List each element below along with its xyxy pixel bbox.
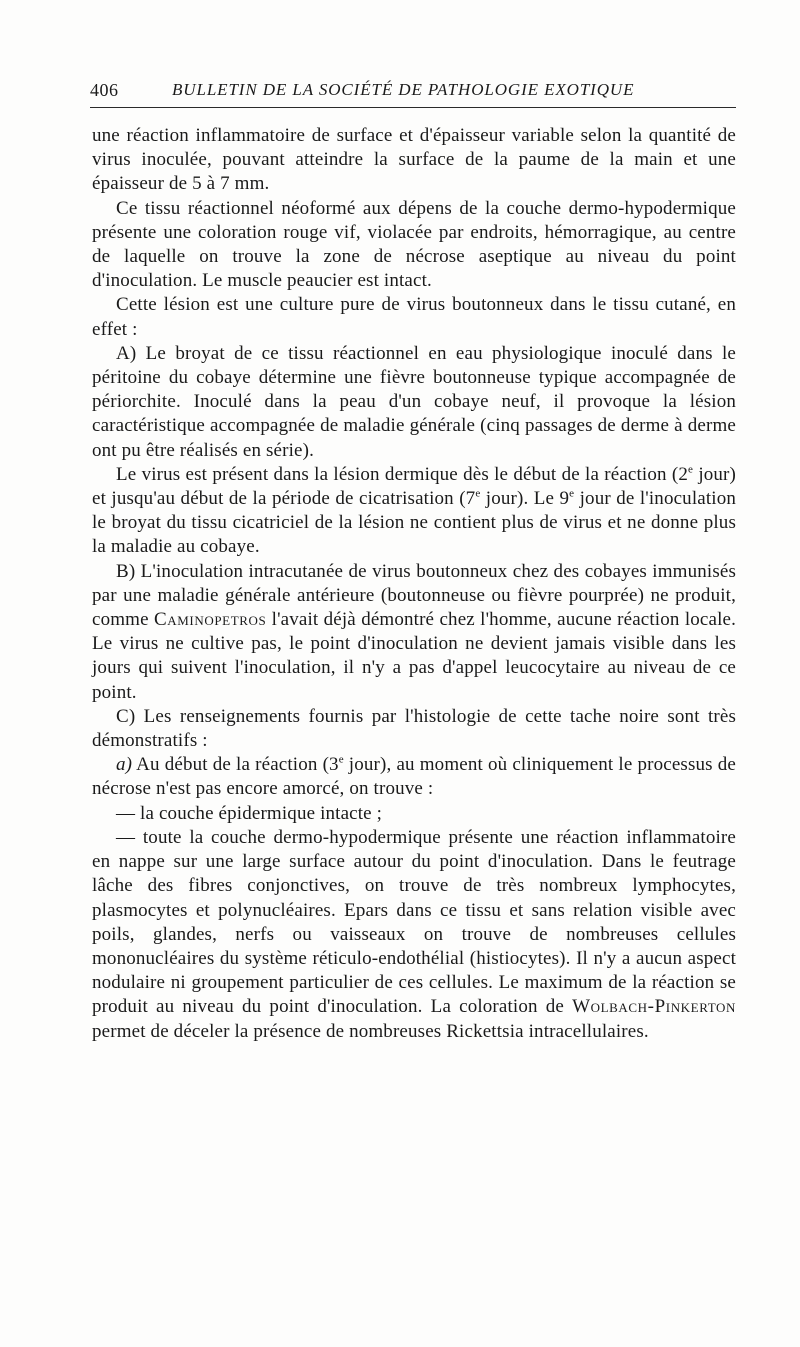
header-rule	[90, 107, 736, 108]
paragraph-dash-epidermis: — la couche épidermique intacte ;	[116, 802, 383, 824]
paragraph-tissue-description: Ce tissu réactionnel néoformé aux dépens de la couche dermo-hypodermique présente une coloration rouge vif, violacée par endroits, hémorragique, au centre de laquelle on trouve la zone de nécrose aseptique au niveau du point d'inoculation. Le muscle peaucier est intact.	[92, 197, 736, 292]
paragraph-sub-a: a) Au début de la réaction (3e jour), au moment où cliniquement le processus de nécrose n'est pas encore amorcé, on trouve :	[92, 753, 736, 800]
page-header	[90, 80, 738, 104]
author-name-wolbach-pinkerton: Wolbach-Pinkerton	[572, 996, 736, 1018]
paragraph-virus-presence: Le virus est présent dans la lésion dermique dès le début de la réaction (2e jour) et jusqu'au début de la période de cicatrisation (7e jour). Le 9e jour de l'inoculation le broyat du tissu cicatriciel de la lésion ne contient plus de virus et ne donne plus la maladie au cobaye.	[92, 463, 736, 558]
paragraph-point-b: B) L'inoculation intracutanée de virus boutonneux chez des cobayes immunisés par une maladie générale antérieure (boutonneuse ou fièvre pourprée) ne produit, comme Caminopetros l'avait déjà démontré chez l'homme, aucune réaction locale. Le virus ne cultive pas, le point d'inoculation ne devient jamais visible dans les jours qui suivent l'inoculation, il n'y a pas d'appel leucocytaire au niveau de ce point.	[92, 560, 737, 703]
running-title: BULLETIN DE LA SOCIÉTÉ DE PATHOLOGIE EXOTIQUE	[172, 80, 635, 99]
body-text	[92, 124, 736, 1044]
paragraph-continuation: une réaction inflammatoire de surface et d'épaisseur variable selon la quantité de virus inoculée, pouvant atteindre la surface de la paume de la main et une épaisseur de 5 à 7 mm.	[92, 125, 736, 195]
paragraph-point-a: A) Le broyat de ce tissu réactionnel en eau physiologique inoculé dans le péritoine du cobaye détermine une fièvre boutonneuse typique accompagnée de périorchite. Inoculé dans la peau d'un cobaye neuf, il provoque la lésion caractéristique accompagnée de maladie générale (cinq passages de derme à derme ont pu être réalisés en série).	[92, 342, 736, 461]
paragraph-dash-dermis: — toute la couche dermo-hypodermique présente une réaction inflammatoire en nappe sur une large surface autour du point d'inoculation. Dans le feutrage lâche des fibres conjonctives, on trouve de très nombreux lymphocytes, plasmocytes et polynucléaires. Epars dans ce tissu et sans relation visible avec poils, glandes, nerfs ou vaisseaux on trouve de nombreuses cellules mononucléaires du système réticulo-endothélial (histiocytes). Il n'y a aucun aspect nodulaire ni groupement particulier de ces cellules. Le maximum de la réaction se produit au niveau du point d'inoculation. La coloration de Wolbach-Pinkerton permet de déceler la présence de nombreuses Rickettsia intracellulaires.	[92, 826, 736, 1042]
paragraph-point-c: C) Les renseignements fournis par l'histologie de cette tache noire sont très démonstratifs :	[92, 705, 736, 752]
paragraph-culture-intro: Cette lésion est une culture pure de virus boutonneux dans le tissu cutané, en effet :	[92, 294, 736, 340]
page-number: 406	[90, 80, 119, 100]
sub-label-a: a)	[116, 754, 133, 776]
author-name-caminopetros: Caminopetros	[154, 609, 267, 631]
